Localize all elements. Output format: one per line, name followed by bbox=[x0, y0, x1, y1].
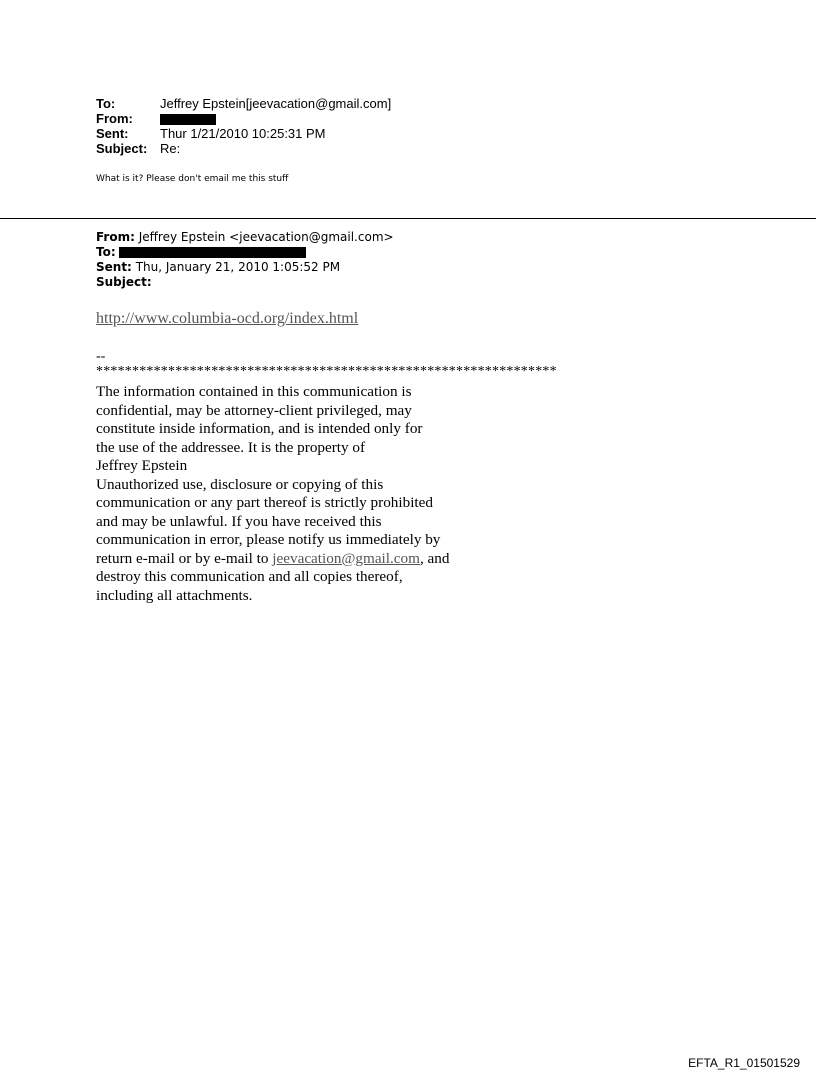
reply-body: What is it? Please don't email me this stuff bbox=[96, 174, 289, 184]
from-row bbox=[96, 111, 391, 126]
disclaimer-line: constitute inside information, and is intended only for bbox=[96, 420, 423, 437]
to-row bbox=[96, 96, 391, 111]
subject-row bbox=[96, 141, 391, 156]
to-label: To: bbox=[96, 96, 116, 111]
divider bbox=[0, 218, 816, 219]
orig-sent-row bbox=[96, 260, 394, 275]
disclaimer-line: destroy this communication and all copies thereof, bbox=[96, 568, 403, 585]
subject-value: Re: bbox=[160, 141, 181, 156]
disclaimer-line: communication or any part thereof is strictly prohibited bbox=[96, 494, 433, 511]
from-value-redacted bbox=[160, 111, 216, 126]
signature-stars: **************************************************************** bbox=[96, 364, 557, 379]
email-header bbox=[96, 96, 391, 156]
disclaimer-line: and may be unlawful. If you have received this bbox=[96, 512, 382, 530]
orig-sent-value: Thu, January 21, 2010 1:05:52 PM bbox=[135, 260, 341, 274]
orig-subject-label: Subject: bbox=[96, 275, 152, 289]
sent-row bbox=[96, 126, 391, 141]
orig-from-label: From: bbox=[96, 230, 135, 244]
disclaimer-line: The information contained in this communication is bbox=[96, 383, 412, 400]
orig-from-value: Jeffrey Epstein <jeevacation@gmail.com> bbox=[138, 230, 394, 244]
disclaimer-text: , and bbox=[419, 549, 450, 567]
original-message-header bbox=[96, 230, 394, 290]
signature-dash: -- bbox=[96, 349, 106, 364]
disclaimer-line: Unauthorized use, disclosure or copying of this bbox=[96, 475, 384, 493]
disclaimer bbox=[96, 383, 449, 605]
disclaimer-line: the use of the addressee. It is the property of bbox=[96, 438, 366, 456]
disclaimer-line bbox=[96, 550, 449, 569]
disclaimer-line: confidential, may be attorney-client privileged, may bbox=[96, 401, 412, 419]
disclaimer-line: Jeffrey Epstein bbox=[96, 457, 188, 474]
orig-to-label: To: bbox=[96, 245, 116, 259]
redaction-bar bbox=[119, 247, 306, 258]
orig-to-row bbox=[96, 245, 394, 260]
sent-label: Sent: bbox=[96, 126, 129, 141]
disclaimer-line: communication in error, please notify us immediately by bbox=[96, 531, 441, 548]
disclaimer-text: return e-mail or by e-mail to bbox=[96, 549, 273, 567]
subject-label: Subject: bbox=[96, 141, 148, 156]
email-link[interactable]: jeevacation@gmail.com bbox=[272, 549, 420, 567]
orig-from-row bbox=[96, 230, 394, 245]
to-value: Jeffrey Epstein[jeevacation@gmail.com] bbox=[160, 96, 392, 111]
url-link[interactable]: http://www.columbia-ocd.org/index.html bbox=[96, 310, 359, 327]
orig-subject-row bbox=[96, 275, 394, 290]
disclaimer-line: including all attachments. bbox=[96, 586, 253, 604]
document-id: EFTA_R1_01501529 bbox=[688, 1056, 800, 1070]
from-label: From: bbox=[96, 111, 133, 126]
sent-value: Thur 1/21/2010 10:25:31 PM bbox=[160, 126, 326, 141]
redaction-bar bbox=[160, 114, 216, 125]
orig-sent-label: Sent: bbox=[96, 260, 132, 274]
